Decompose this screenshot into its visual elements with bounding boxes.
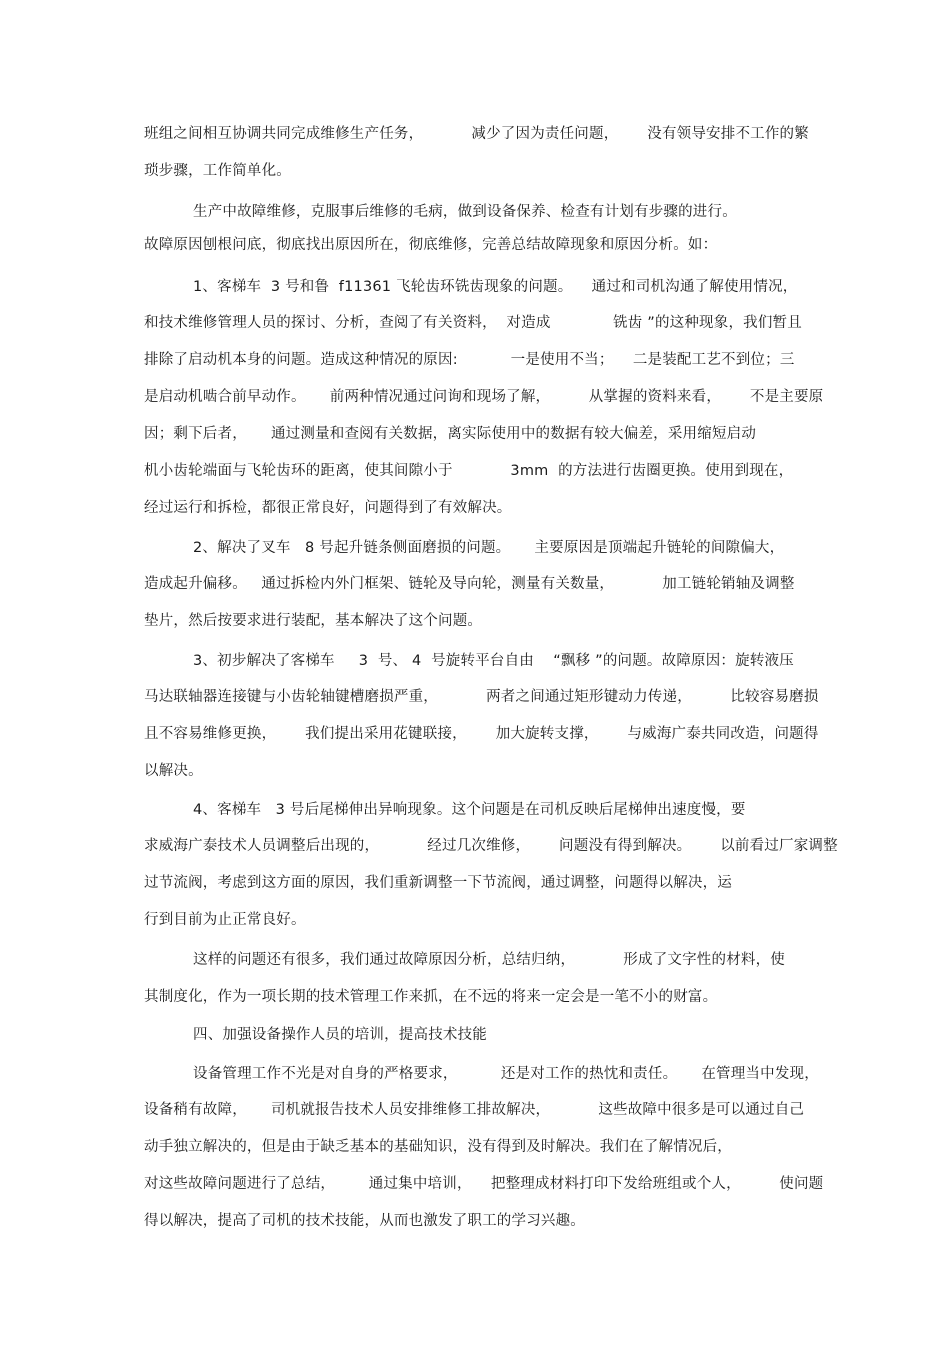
text-line: 因；剩下后者， 通过测量和查阅有关数据，离实际使用中的数据有较大偏差，采用缩短启动 — [144, 426, 757, 442]
list-item-1: 1、客梯车 3 号和鲁 f11361 飞轮齿环铣齿现象的问题。 通过和司机沟通了解使用情况， — [193, 279, 798, 295]
text-line: 班组之间相互协调共同完成维修生产任务， 减少了因为责任问题， 没有领导安排不工作的繁 — [144, 126, 809, 142]
text-line: 求威海广泰技术人员调整后出现的， 经过几次维修， 问题没有得到解决。 以前看过厂家调整 — [144, 838, 838, 854]
text-line: 对这些故障问题进行了总结， 通过集中培训， 把整理成材料打印下发给班组或个人， 使问题 — [144, 1176, 824, 1192]
text-line: 排除了启动机本身的问题。造成这种情况的原因: 一是使用不当； 二是装配工艺不到位；三 — [144, 352, 795, 368]
list-item-2: 2、解决了叉车 8 号起升链条侧面磨损的问题。 主要原因是顶端起升链轮的间隙偏大， — [193, 540, 785, 556]
text-line: 故障原因刨根问底，彻底找出原因所在，彻底维修，完善总结故障现象和原因分析。如： — [144, 237, 718, 253]
list-item-4: 4、客梯车 3 号后尾梯伸出异响现象。这个问题是在司机反映后尾梯伸出速度慢，要 — [193, 802, 746, 818]
text-line: 琐步骤，工作简单化。 — [144, 163, 291, 179]
text-line: 其制度化，作为一项长期的技术管理工作来抓，在不远的将来一定会是一笔不小的财富。 — [144, 989, 718, 1005]
paragraph-first-line: 这样的问题还有很多，我们通过故障原因分析，总结归纳， 形成了文字性的材料，使 — [193, 952, 785, 968]
text-line: 垫片，然后按要求进行装配，基本解决了这个问题。 — [144, 613, 483, 629]
text-line: 且不容易维修更换， 我们提出采用花键联接， 加大旋转支撑， 与威海广泰共同改造，问题得 — [144, 726, 819, 742]
section-heading: 四、加强设备操作人员的培训，提高技术技能 — [193, 1027, 487, 1043]
text-line: 设备稍有故障， 司机就报告技术人员安排维修工排故解决， 这些故障中很多是可以通过自己 — [144, 1102, 805, 1118]
paragraph-first-line: 生产中故障维修，克服事后维修的毛病，做到设备保养、检查有计划有步骤的进行。 — [193, 204, 737, 220]
text-line: 是启动机啮合前早动作。 前两种情况通过问询和现场了解， 从掌握的资料来看， 不是主要原 — [144, 389, 824, 405]
text-line: 造成起升偏移。 通过拆检内外门框架、链轮及导向轮，测量有关数量， 加工链轮销轴及调整 — [144, 576, 795, 592]
paragraph-first-line: 设备管理工作不光是对自身的严格要求， 还是对工作的热忱和责任。 在管理当中发现， — [193, 1066, 819, 1082]
text-line: 过节流阀，考虑到这方面的原因，我们重新调整一下节流阀，通过调整，问题得以解决，运 — [144, 875, 732, 891]
text-line: 机小齿轮端面与飞轮齿环的距离，使其间隙小于 3mm 的方法进行齿圈更换。使用到现在， — [144, 463, 794, 479]
text-line: 马达联轴器连接键与小齿轮轴键槽磨损严重， 两者之间通过矩形键动力传递， 比较容易磨损 — [144, 689, 819, 705]
text-line: 以解决。 — [144, 763, 203, 779]
text-line: 行到目前为止正常良好。 — [144, 912, 306, 928]
text-line: 得以解决，提高了司机的技术技能，从而也激发了职工的学习兴趣。 — [144, 1213, 585, 1229]
text-line: 动手独立解决的，但是由于缺乏基本的基础知识，没有得到及时解决。我们在了解情况后， — [144, 1139, 732, 1155]
text-line: 和技术维修管理人员的探讨、分析，查阅了有关资料， 对造成 铣齿 ”的这种现象，我们暂且 — [144, 315, 802, 331]
list-item-3: 3、初步解决了客梯车 3 号、 4 号旋转平台自由 “飘移 ”的问题。故障原因：旋转液压 — [193, 653, 794, 669]
text-line: 经过运行和拆检，都很正常良好，问题得到了有效解决。 — [144, 500, 512, 516]
